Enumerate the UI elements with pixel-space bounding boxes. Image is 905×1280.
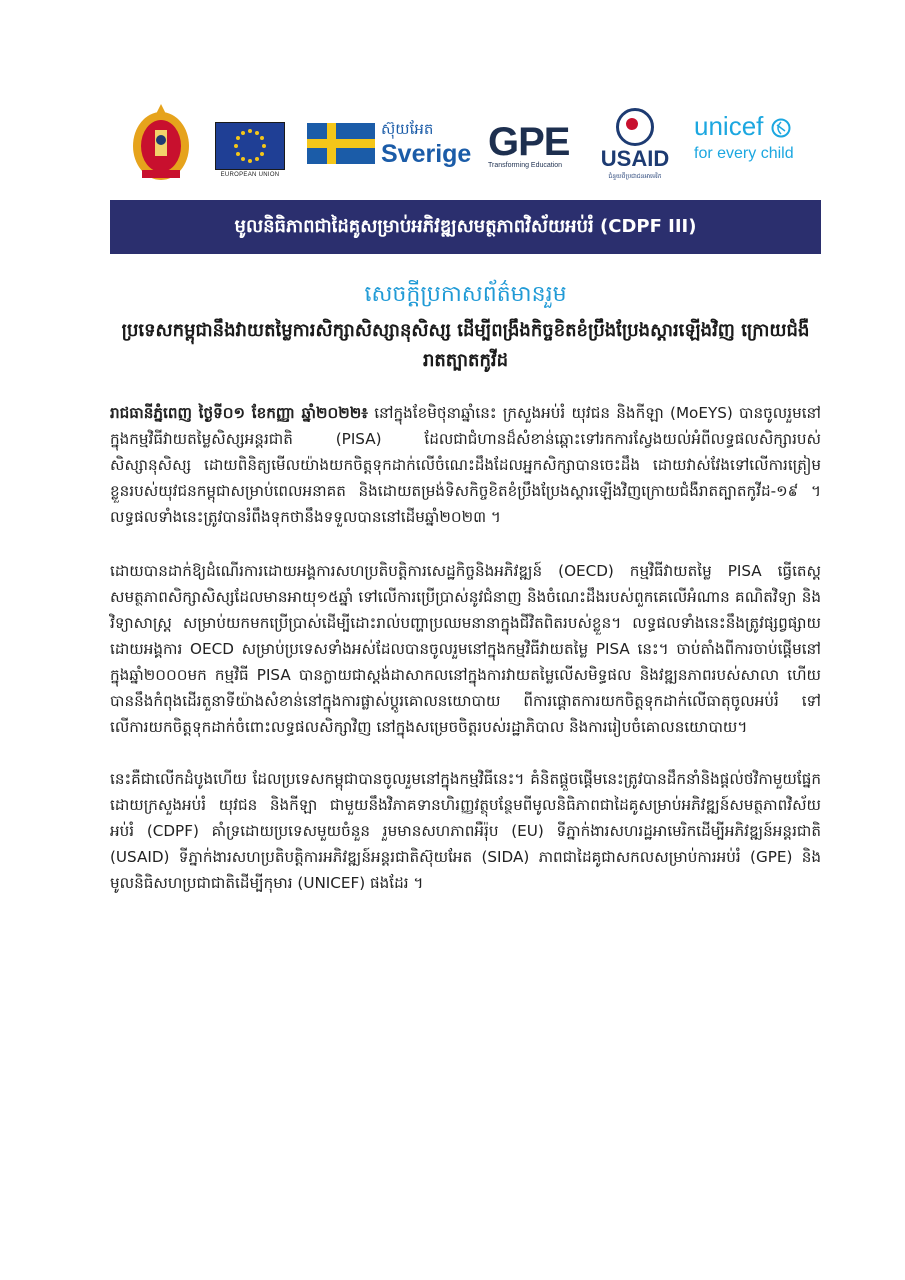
moeys-emblem-logo bbox=[128, 100, 194, 184]
usaid-label: USAID bbox=[600, 146, 670, 171]
paragraph-2: ដោយបានដាក់ឱ្យដំណើរការដោយអង្គការសហប្រតិបត្តិការសេដ្ឋកិច្ចនិងអភិវឌ្ឍន៍ (OECD) កម្មវិធីវាយតម្លៃ PISA ធ្វើតេស្តសមត្ថភាពសិក្សាសិស្សដែលមានអាយុ១៥ឆ្នាំ ទៅលើការប្រើប្រាស់នូវជំនាញ និងចំណេះដឹងរបស់ពួកគេលើអំណាន គណិតវិទ្យា និងវិទ្យាសាស្ត្រ សម្រាប់យកមកប្រើប្រាស់ដើម្បីដោះរាល់បញ្ហាប្រឈមនានាក្នុងជីវិតពិតរបស់ខ្លួន។ លទ្ធផលទាំងនេះនឹងត្រូវផ្សព្វផ្សាយដោយអង្គការ OECD សម្រាប់ប្រទេសទាំងអស់ដែលបានចូលរួមនៅក្នុងកម្មវិធីវាយតម្លៃ PISA នេះ។ ចាប់តាំងពីការចាប់ផ្តើមនៅក្នុងឆ្នាំ២០០០មក កម្មវិធី PISA បានក្លាយជាស្តង់ដាសាកលនៅក្នុងការវាយតម្លៃលើសមិទ្ធផល និងវឌ្ឍនភាពរបស់សាលា ហើយបាននឹងកំពុងដើរតួនាទីយ៉ាងសំខាន់នៅក្នុងការផ្លាស់ប្តូរគោលនយោបាយ ពីការផ្តោតការយកចិត្តទុកដាក់លើធាតុចូលអប់រំ ទៅលើការយកចិត្តទុកដាក់ចំពោះលទ្ធផលសិក្សាវិញ នៅក្នុងសម្រេចចិត្តរបស់រដ្ឋាភិបាល និងការរៀបចំគោលនយោបាយ។ bbox=[110, 562, 821, 736]
sverige-label: Sverige bbox=[381, 140, 472, 168]
press-release-title: សេចក្តីប្រកាសព័ត៌មានរួម bbox=[364, 282, 567, 307]
eu-logo bbox=[215, 122, 285, 180]
unicef-logo bbox=[694, 112, 814, 178]
usaid-khmer-tagline: ជំនួយពីប្រជាជនអាមេរិក bbox=[608, 173, 662, 180]
paragraph-3: នេះគឺជាលើកដំបូងហើយ ដែលប្រទេសកម្ពុជាបានចូលរួមនៅក្នុងកម្មវិធីនេះ។ គំនិតផ្តួចផ្តើមនេះត្រូវបានដឹកនាំនិងផ្តល់ថវិកាមួយផ្នែកដោយក្រសួងអប់រំ យុវជន និងកីឡា ជាមួយនឹងវិភាគទានហិរញ្ញវត្ថុបន្ថែមពីមូលនិធិភាពជាដៃគូសម្រាប់អភិវឌ្ឍន៍សមត្ថភាពវិស័យអប់រំ (CDPF) គាំទ្រដោយប្រទេសមួយចំនួន រួមមានសហភាពអឺរ៉ុប (EU) ទីភ្នាក់ងារសហរដ្ឋអាមេរិកដើម្បីអភិវឌ្ឍន៍អន្តរជាតិ (USAID) ទីភ្នាក់ងារសហប្រតិបត្តិការអភិវឌ្ឍន៍អន្តរជាតិស៊ុយអែត (SIDA) ភាពជាដៃគូជាសកលសម្រាប់ការអប់រំ (GPE) និងមូលនិធិសហប្រជាជាតិដើម្បីកុមារ (UNICEF) ផងដែរ ។ bbox=[110, 770, 821, 892]
gpe-logo bbox=[488, 122, 578, 188]
swedish-flag-icon bbox=[307, 123, 375, 164]
unicef-tagline: for every child bbox=[694, 145, 794, 162]
partner-logos bbox=[110, 100, 820, 190]
gpe-tagline: Transforming Education bbox=[488, 162, 563, 169]
sverige-logo bbox=[307, 120, 472, 172]
eu-caption: EUROPEAN UNION bbox=[220, 172, 280, 178]
paragraph-1-text: នៅក្នុងខែមិថុនាឆ្នាំនេះ ក្រសួងអប់រំ យុវជន និងកីឡា (MoEYS) បានចូលរួមនៅក្នុងកម្មវិធីវាយតម្លៃសិស្សអន្តរជាតិ (PISA) ដែលជាជំហានដ៏សំខាន់ឆ្ពោះទៅរកការស្វែងយល់អំពីលទ្ធផលសិក្សារបស់សិស្សានុសិស្ស ដោយពិនិត្យមើលយ៉ាងយកចិត្តទុកដាក់លើចំណេះដឹងដែលអ្នកសិក្សាបានចេះដឹង ដោយវាស់វែងទៅលើការត្រៀមខ្លួនរបស់យុវជនកម្ពុជាសម្រាប់ពេលអនាគត និងដោយតម្រង់ទិសកិច្ចខិតខំប្រឹងប្រែងស្តារឡើងវិញក្រោយជំងឺរាតត្បាតកូវីដ-១៩ ។ លទ្ធផលទាំងនេះត្រូវបានរំពឹងទុកថានឹងទទួលបាននៅដើមឆ្នាំ២០២៣ ។ bbox=[110, 404, 821, 526]
unicef-globe-icon bbox=[771, 118, 791, 138]
eu-flag-icon bbox=[215, 122, 285, 170]
usaid-logo bbox=[594, 108, 676, 182]
sverige-khmer-label: ស៊ុយអែត bbox=[381, 120, 434, 138]
press-release-body bbox=[110, 400, 821, 924]
dateline: រាជធានីភ្នំពេញ ថ្ងៃទី០១ ខែកញ្ញា ឆ្នាំ២០២២៖ bbox=[110, 404, 368, 422]
usaid-seal-icon bbox=[616, 108, 654, 146]
press-release-headline: ប្រទេសកម្ពុជានឹងវាយតម្លៃការសិក្សាសិស្សានុសិស្ស ដើម្បីពង្រឹងកិច្ចខិតខំប្រឹងប្រែងស្តារឡើងវិញ ក្រោយជំងឺរាតត្បាតកូវីដ bbox=[121, 320, 810, 371]
fund-banner: មូលនិធិភាពជាដៃគូសម្រាប់អភិវឌ្ឍសមត្ថភាពវិស័យអប់រំ (CDPF III) bbox=[110, 200, 821, 254]
paragraph-1 bbox=[110, 400, 821, 530]
unicef-label: unicef bbox=[694, 112, 814, 140]
gpe-label: GPE bbox=[488, 120, 570, 164]
